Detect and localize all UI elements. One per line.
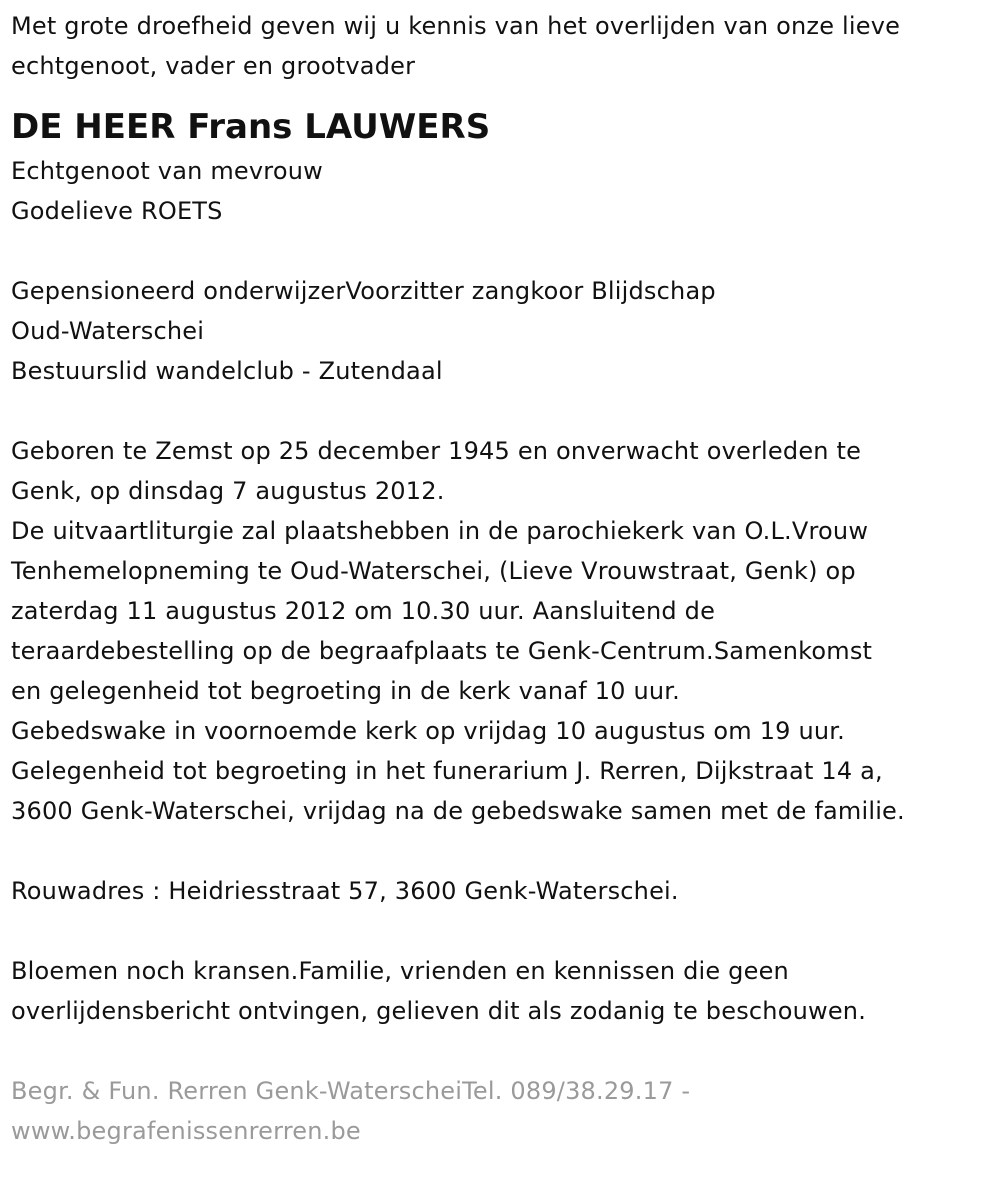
flowers-notice xyxy=(11,951,991,1031)
obituary-notice xyxy=(11,6,991,1151)
details-line: Gebedswake in voornoemde kerk op vrijdag 10 augustus om 19 uur. xyxy=(11,717,845,745)
spouse-line: Godelieve ROETS xyxy=(11,197,223,225)
mourning-address: Rouwadres : Heidriesstraat 57, 3600 Genk-Waterschei. xyxy=(11,877,679,905)
spouse-info xyxy=(11,151,991,231)
details-line: zaterdag 11 augustus 2012 om 10.30 uur. Aansluitend de xyxy=(11,597,716,625)
details-line: teraardebestelling op de begraafplaats te Genk-Centrum.Samenkomst xyxy=(11,637,873,665)
role-line: Bestuurslid wandelclub - Zutendaal xyxy=(11,357,443,385)
role-line: Oud-Waterschei xyxy=(11,317,205,345)
details-line: Geboren te Zemst op 25 december 1945 en onverwacht overleden te xyxy=(11,437,862,465)
details-line: Gelegenheid tot begroeting in het funerarium J. Rerren, Dijkstraat 14 a, xyxy=(11,757,883,785)
funeral-home-footer xyxy=(11,1071,991,1151)
details-line: en gelegenheid tot begroeting in de kerk vanaf 10 uur. xyxy=(11,677,680,705)
spacer xyxy=(11,1031,991,1071)
role-line: Gepensioneerd onderwijzerVoorzitter zangkoor Blijdschap xyxy=(11,277,716,305)
intro-text xyxy=(11,6,991,86)
details-line: Genk, op dinsdag 7 augustus 2012. xyxy=(11,477,445,505)
flowers-line: Bloemen noch kransen.Familie, vrienden en kennissen die geen xyxy=(11,957,789,985)
funeral-details xyxy=(11,431,991,831)
roles-info xyxy=(11,271,991,391)
intro-line: echtgenoot, vader en grootvader xyxy=(11,52,416,80)
intro-line: Met grote droefheid geven wij u kennis van het overlijden van onze lieve xyxy=(11,12,901,40)
details-line: Tenhemelopneming te Oud-Waterschei, (Lieve Vrouwstraat, Genk) op xyxy=(11,557,856,585)
spacer xyxy=(11,831,991,871)
details-line: 3600 Genk-Waterschei, vrijdag na de gebedswake samen met de familie. xyxy=(11,797,905,825)
flowers-line: overlijdensbericht ontvingen, gelieven dit als zodanig te beschouwen. xyxy=(11,997,867,1025)
spacer xyxy=(11,391,991,431)
spacer xyxy=(11,911,991,951)
deceased-name: DE HEER Frans LAUWERS xyxy=(11,107,491,147)
details-line: De uitvaartliturgie zal plaatshebben in de parochiekerk van O.L.Vrouw xyxy=(11,517,869,545)
footer-website: www.begrafenissenrerren.be xyxy=(11,1117,361,1145)
spouse-line: Echtgenoot van mevrouw xyxy=(11,157,323,185)
footer-line: Begr. & Fun. Rerren Genk-WaterscheiTel. 089/38.29.17 - xyxy=(11,1077,691,1105)
spacer xyxy=(11,231,991,271)
